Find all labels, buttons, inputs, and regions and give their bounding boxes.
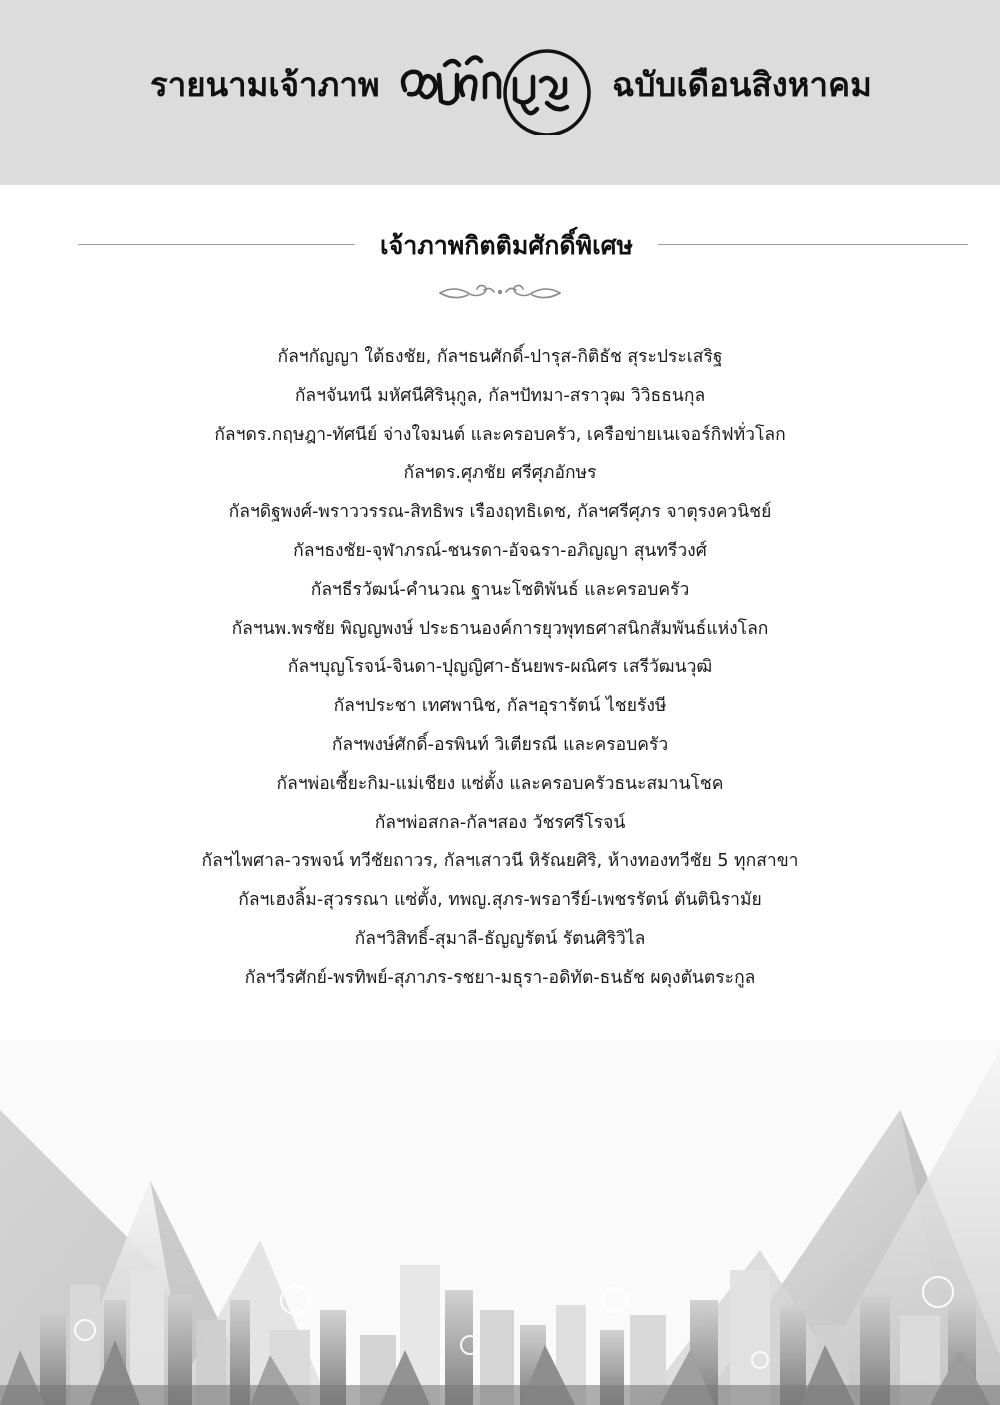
list-item: กัลฯเฮงลิ้ม-สุวรรณา แซ่ตั้ง, ทพญ.สุภร-พรอารีย์-เพชรรัตน์ ตันตินิรามัย	[238, 890, 762, 911]
title-rule-right	[658, 244, 968, 245]
section-title: เจ้าภาพกิตติมศักดิ์พิเศษ	[380, 231, 633, 260]
list-item: กัลฯจันทนี มหัศนีศิรินุกูล, กัลฯปัทมา-สราวุฒ วิวิธธนกุล	[294, 385, 706, 406]
list-item: กัลฯธีรวัฒน์-คำนวณ ฐานะโชติพันธ์ และครอบครัว	[310, 579, 690, 600]
list-item: กัลฯวิสิทธิ์-สุมาลี-ธัญญรัตน์ รัตนศิริวิไล	[354, 928, 646, 949]
list-item: กัลฯบุญโรจน์-จินดา-ปุญญิศา-ธันยพร-ผณิศร เสรีวัฒนวุฒิ	[287, 657, 713, 678]
list-item: กัลฯวีรศักย์-พรทิพย์-สุภาภร-รชยา-มธุรา-อดิทัต-ธนธัช ผดุงตันตระกูล	[244, 967, 756, 988]
magazine-logo	[395, 35, 607, 135]
list-item: กัลฯดร.ศุภชัย ศรีศุภอักษร	[403, 463, 597, 484]
list-item: กัลฯนพ.พรชัย พิญญพงษ์ ประธานองค์การยุวพุทธศาสนิกสัมพันธ์แห่งโลก	[231, 618, 769, 639]
list-item: กัลฯธงชัย-จุฬาภรณ์-ชนรดา-อัจฉรา-อภิญญา สุนทรีวงศ์	[293, 540, 707, 561]
section-title-row	[0, 222, 1000, 272]
header-band	[0, 0, 1000, 185]
list-item: กัลฯดิฐพงศ์-พราววรรณ-สิทธิพร เรืองฤทธิเดช, กัลฯศรีศุภร จาตุรงควนิชย์	[228, 502, 772, 523]
list-item: กัลฯกัญญา ใต้ธงชัย, กัลฯธนศักดิ์-ปารุส-กิติธัช สุระประเสริฐ	[277, 347, 723, 367]
flourish-ornament	[436, 281, 564, 303]
header-right-title: ฉบับเดือนสิงหาคม	[612, 65, 872, 104]
list-item: กัลฯพงษ์ศักดิ์-อรพินท์ วิเตียรณี และครอบครัว	[331, 734, 669, 755]
list-item: กัลฯพ่อสกล-กัลฯสอง วัชรศรีโรจน์	[374, 812, 626, 833]
list-item: กัลฯประชา เทศพานิช, กัลฯอุรารัตน์ ไชยรังษี	[333, 696, 667, 717]
list-item: กัลฯดร.กฤษฎา-ทัศนีย์ จ่างใจมนต์ และครอบครัว, เครือข่ายเนเจอร์กิฟทั่วโลก	[214, 424, 786, 445]
title-rule-left	[78, 244, 355, 245]
header-left-title: รายนามเจ้าภาพ	[150, 65, 380, 104]
list-item: กัลฯไพศาล-วรพจน์ ทวีชัยถาวร, กัลฯเสาวนี หิรัณยศิริ, ห้างทองทวีชัย 5 ทุกสาขา	[201, 851, 799, 872]
list-item: กัลฯพ่อเซี้ยะกิม-แม่เชียง แซ่ตั้ง และครอบครัวธนะสมานโชค	[276, 773, 724, 794]
crystal-mountain-illustration	[0, 1000, 1000, 1405]
